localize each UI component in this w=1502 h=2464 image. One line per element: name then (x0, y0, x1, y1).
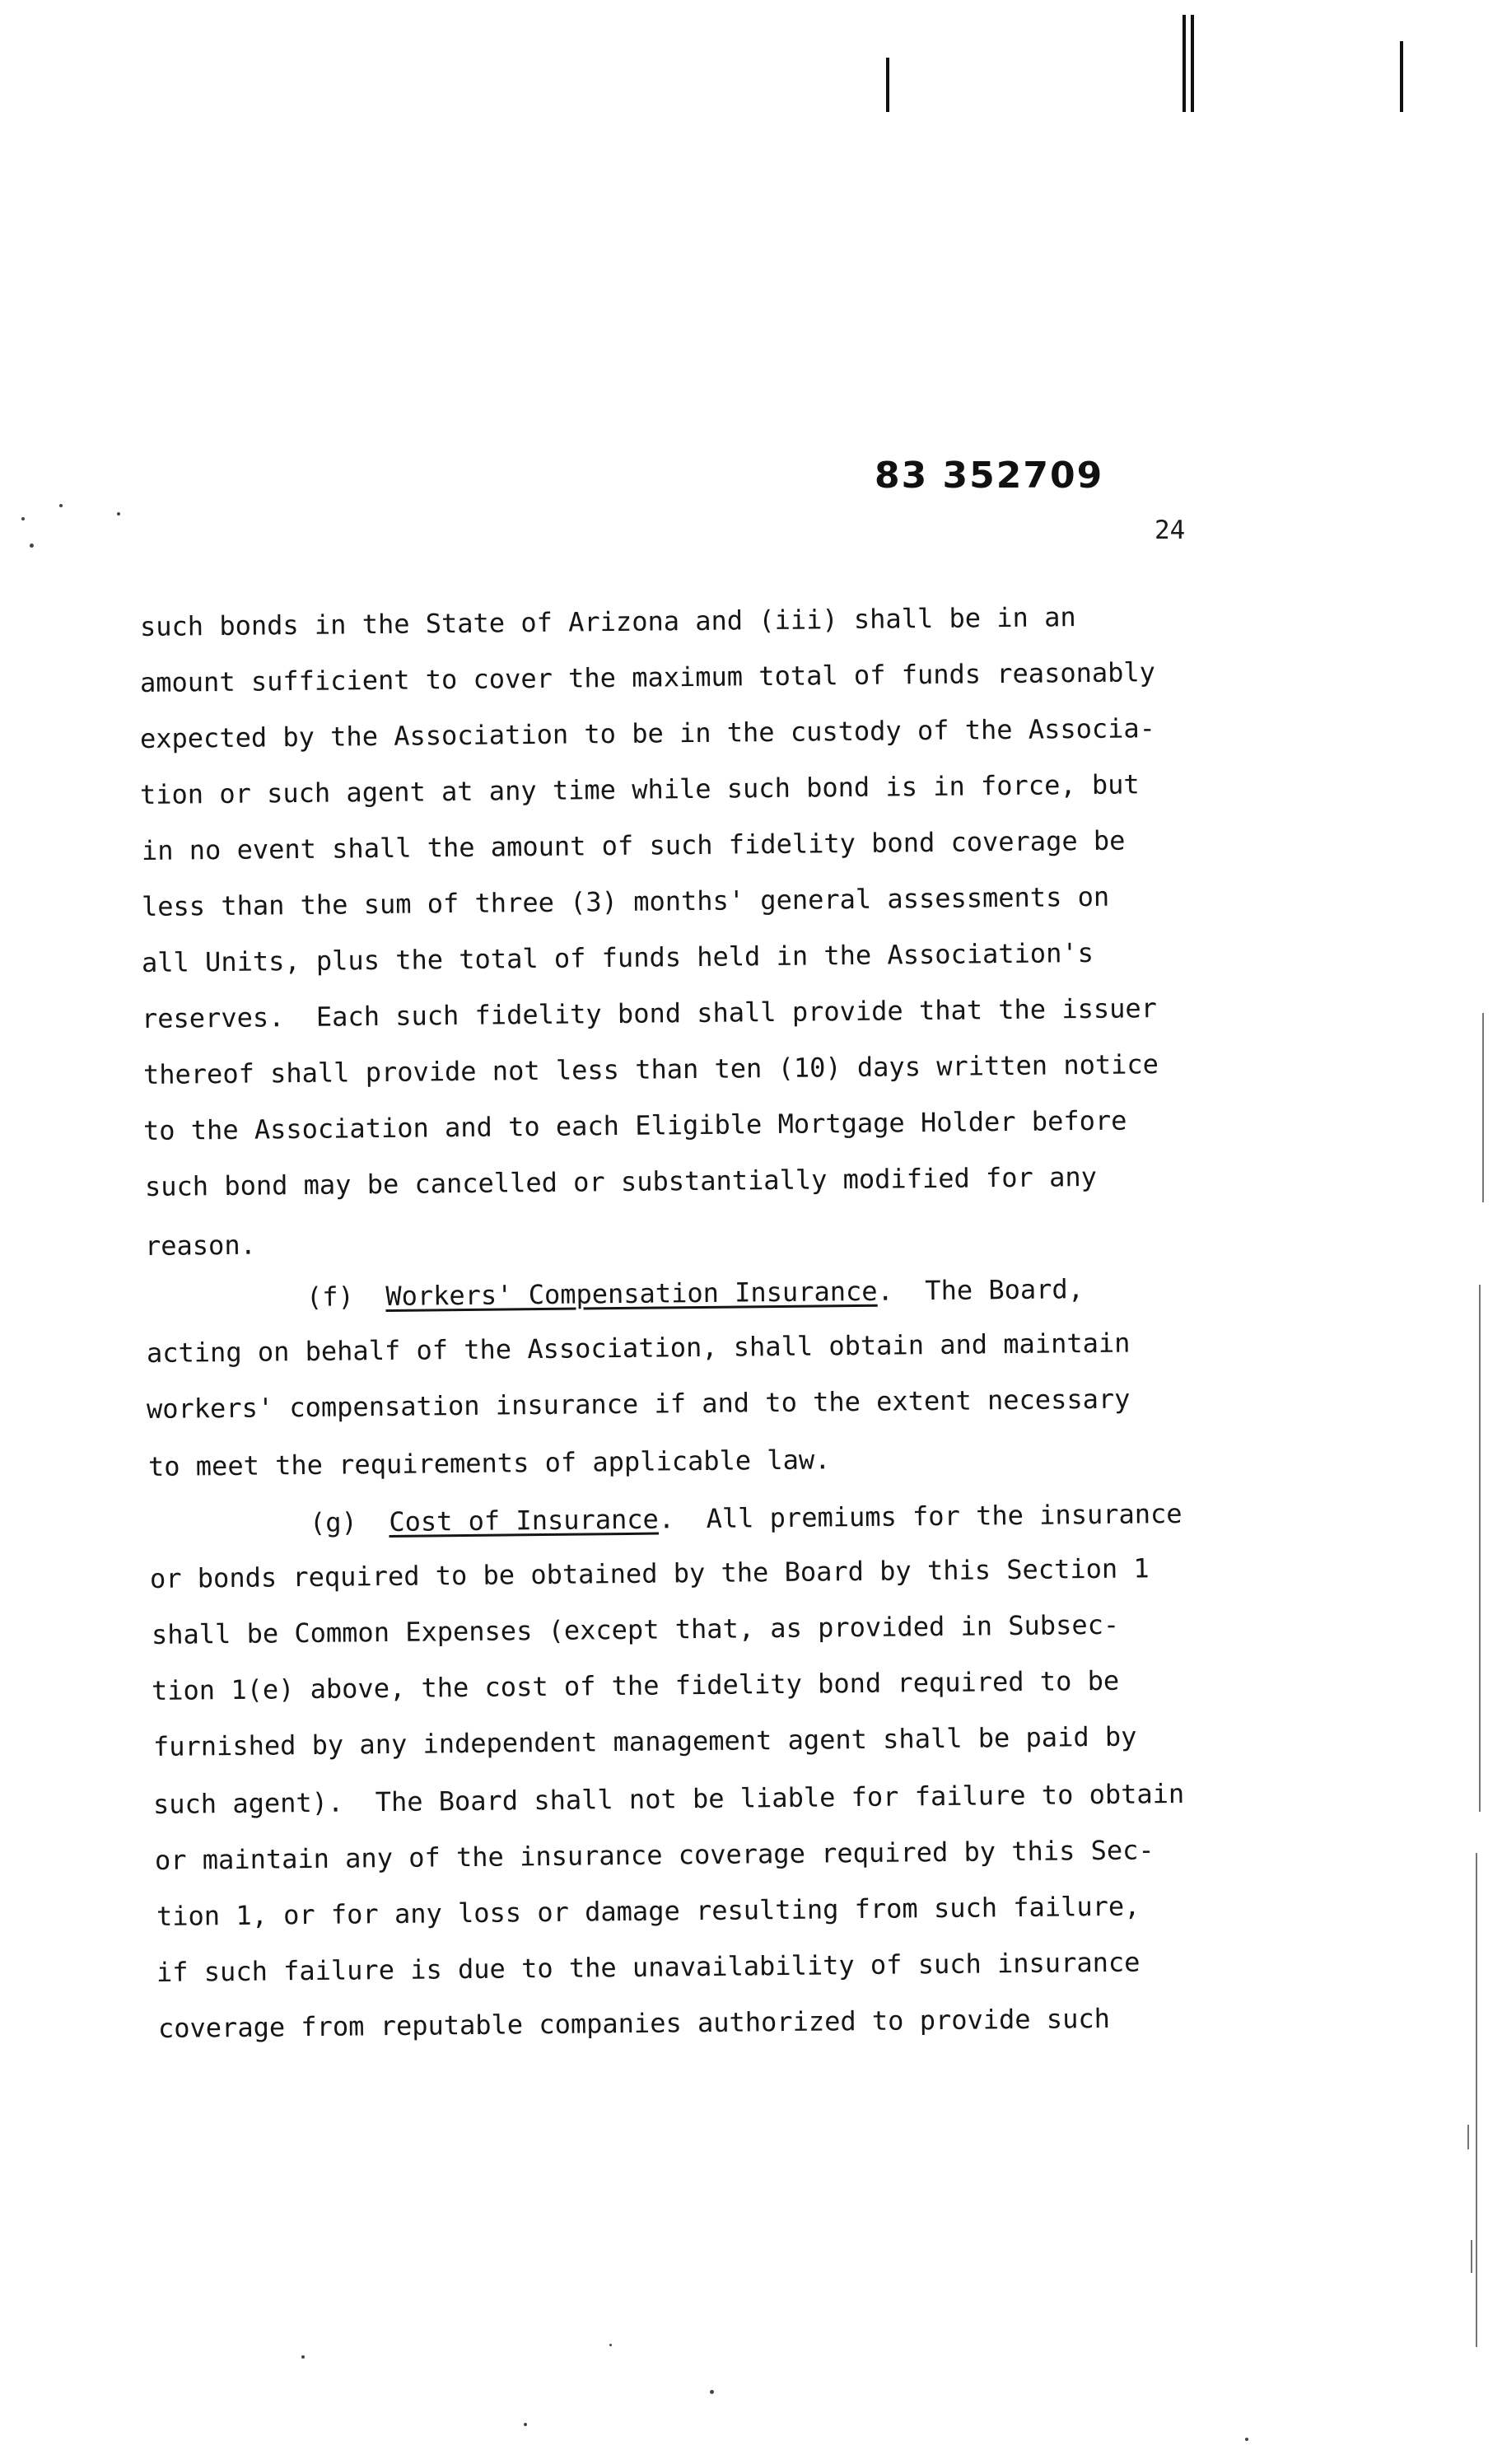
body-line: tion 1(e) above, the cost of the fidelity bond required to be (151, 1664, 1120, 1706)
scan-speck (59, 504, 63, 507)
section-marker: (g) (309, 1506, 357, 1538)
scan-edge-mark (1479, 1285, 1481, 1812)
scan-speck (609, 2344, 612, 2346)
body-line: such bond may be cancelled or substantially modified for any (144, 1160, 1098, 1202)
scan-edge-mark (1482, 1013, 1484, 1202)
scan-speck (1245, 2438, 1248, 2441)
body-line: furnished by any independent management agent shall be paid by (152, 1720, 1137, 1762)
body-line: or bonds required to be obtained by the Board by this Section 1 (149, 1552, 1150, 1594)
body-line: if such failure is due to the unavailability of such insurance (156, 1946, 1140, 1988)
document-number: 83 352709 (875, 455, 1104, 497)
scan-speck (30, 544, 34, 548)
scan-edge-mark (1471, 2240, 1472, 2273)
body-line: amount sufficient to cover the maximum total of funds reasonably (139, 656, 1156, 698)
filing-mark (1400, 41, 1403, 112)
body-line: shall be Common Expenses (except that, as provided in Subsec- (151, 1608, 1120, 1650)
body-line: thereof shall provide not less than ten (10) days written notice (142, 1048, 1159, 1090)
body-line: tion 1, or for any loss or damage resulting from such failure, (156, 1890, 1140, 1932)
body-line: such bonds in the State of Arizona and (iii) shall be in an (139, 601, 1076, 642)
body-line: workers' compensation insurance if and to the extent necessary (146, 1383, 1131, 1425)
body-line: tion or such agent at any time while such bond is in force, but (139, 768, 1140, 810)
filing-mark (886, 58, 889, 112)
body-line: reserves. Each such fidelity bond shall provide that the issuer (141, 992, 1158, 1034)
body-line: in no event shall the amount of such fidelity bond coverage be (141, 824, 1126, 866)
body-line: or maintain any of the insurance coverage required by this Sec- (154, 1834, 1154, 1876)
scan-edge-mark (1476, 1853, 1477, 2347)
body-line: less than the sum of three (3) months' general assessments on (141, 880, 1110, 922)
body-line: all Units, plus the total of funds held in the Association's (141, 936, 1094, 978)
scan-speck (21, 517, 25, 520)
body-line: to the Association and to each Eligible Mortgage Holder before (142, 1104, 1127, 1146)
section-marker: (f) (306, 1281, 354, 1313)
scan-speck (710, 2390, 714, 2394)
section-heading-tail: . The Board, (877, 1273, 1085, 1307)
body-line: to meet the requirements of applicable law. (147, 1444, 831, 1482)
filing-mark (1191, 15, 1194, 112)
section-title: Workers' Compensation Insurance (385, 1275, 878, 1312)
section-heading-f (306, 1273, 1084, 1313)
scan-speck (524, 2423, 527, 2426)
section-heading-tail: . All premiums for the insurance (658, 1497, 1182, 1535)
scan-edge-mark (1467, 2125, 1469, 2149)
body-line: reason. (144, 1229, 257, 1262)
section-title: Cost of Insurance (389, 1503, 660, 1538)
body-line: expected by the Association to be in the custody of the Associa- (139, 712, 1156, 754)
scan-speck (117, 512, 120, 516)
page-number: 24 (1154, 516, 1186, 545)
body-line: acting on behalf of the Association, shall obtain and maintain (146, 1327, 1131, 1369)
scan-speck (301, 2355, 305, 2359)
filing-mark (1182, 15, 1186, 112)
body-line: such agent). The Board shall not be liable for failure to obtain (152, 1777, 1185, 1820)
body-line: coverage from reputable companies authorized to provide such (157, 2002, 1111, 2044)
section-heading-g (310, 1498, 1182, 1538)
